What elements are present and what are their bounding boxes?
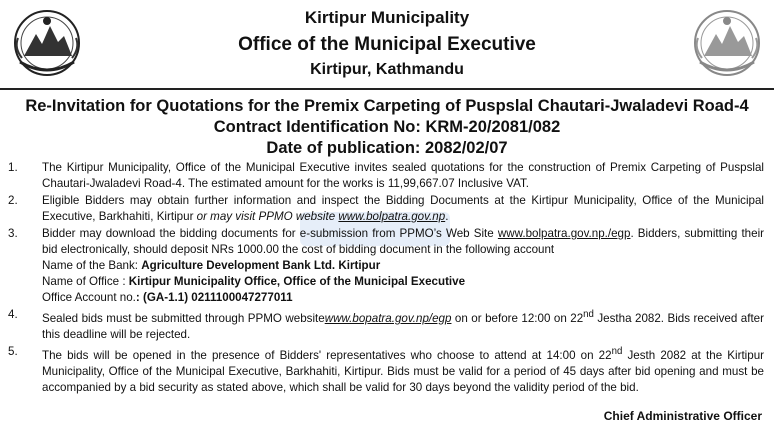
- municipality-name: Kirtipur Municipality: [304, 8, 470, 27]
- account-value: : (GA-1.1) 0211100047277011: [135, 291, 293, 304]
- clause-text-part: Bidder may download the bidding documents for e-submission from PPMO’s Web Site: [42, 227, 498, 240]
- office-value: Kirtipur Municipality Office, Office of the Municipal Executive: [128, 275, 466, 288]
- clause-4: [8, 307, 764, 343]
- clause-text-part: . Bidders, submitting their bid electronically, should deposit NRs 1000.00 the cost of bidding document in the following account: [42, 227, 764, 256]
- ordinal-suffix: nd: [583, 309, 594, 320]
- office-address: Kirtipur, Kathmandu: [310, 61, 464, 78]
- clause-text-part: Jestha 2082. Bids received after this deadline will be rejected.: [42, 311, 764, 341]
- contract-id: Contract Identification No: KRM-20/2081/082: [213, 118, 561, 136]
- header-divider: [0, 88, 774, 90]
- clause-text-part: on or before 12:00 on 22: [451, 311, 584, 325]
- egp-link[interactable]: www.bolpatra.gov.np./egp: [497, 227, 631, 240]
- clause-number: 3.: [8, 227, 18, 240]
- ppmo-link[interactable]: www.bolpatra.gov.np: [338, 210, 446, 223]
- clause-text: The Kirtipur Municipality, Office of the Municipal Executive invites sealed quotations for the construction of Premix Carpeting of Puspslal Chautari-Jwaladevi Road-4. The estimated amount for the works is 11,99,667.07 Inclusive VAT.: [42, 161, 764, 190]
- clause-5: [8, 344, 764, 396]
- bank-value: Agriculture Development Bank Ltd. Kirtipur: [141, 259, 381, 272]
- office-label: Name of Office :: [42, 275, 129, 288]
- signatory-title: Chief Administrative Officer: [603, 409, 762, 423]
- clause-2: [8, 193, 764, 225]
- account-label: Office Account no.: [42, 291, 136, 304]
- clause-text-italic: or may visit PPMO website: [196, 210, 339, 223]
- clause-number: 4.: [8, 308, 18, 321]
- clause-number: 5.: [8, 344, 18, 358]
- clause-3: [8, 226, 764, 306]
- clause-text-part: The bids will be opened in the presence of Bidders' representatives who choose to attend at 14:00 on 22: [42, 348, 612, 362]
- clause-text: [42, 226, 764, 306]
- clause-1: [8, 160, 764, 192]
- ordinal-suffix: nd: [611, 345, 623, 357]
- clause-text: [42, 193, 764, 225]
- clause-text-part: .: [445, 210, 449, 223]
- clause-text: [42, 344, 764, 396]
- clause-number: 1.: [8, 161, 18, 174]
- office-name: Office of the Municipal Executive: [238, 34, 536, 55]
- clause-text-part: Eligible Bidders may obtain further information and inspect the Bidding Documents at the Kirtipur Municipality, Office of the Municipal Executive, Barkhahiti, Kirtipur: [42, 194, 764, 223]
- publication-date: Date of publication: 2082/02/07: [266, 139, 508, 157]
- bank-label: Name of the Bank:: [42, 259, 142, 272]
- clause-text: [42, 307, 764, 343]
- submission-link[interactable]: www.bopatra.gov.np/egp: [324, 311, 452, 325]
- notice-clauses: [8, 160, 764, 397]
- notice-title: Re-Invitation for Quotations for the Premix Carpeting of Puspslal Chautari-Jwaladevi Road-4: [25, 97, 749, 115]
- clause-number: 2.: [8, 194, 18, 207]
- clause-text-part: Jesth 2082 at the Kirtipur Municipality, Office of the Municipal Executive, Barkhahiti, Kirtipur. Bids must be valid for a period of 45 days after bid opening and must be accompanied by a bid security as stated above, which shall be valid for 30 days beyond the validity period of the bid.: [42, 348, 765, 394]
- clause-text-part: Sealed bids must be submitted through PPMO website: [42, 311, 325, 325]
